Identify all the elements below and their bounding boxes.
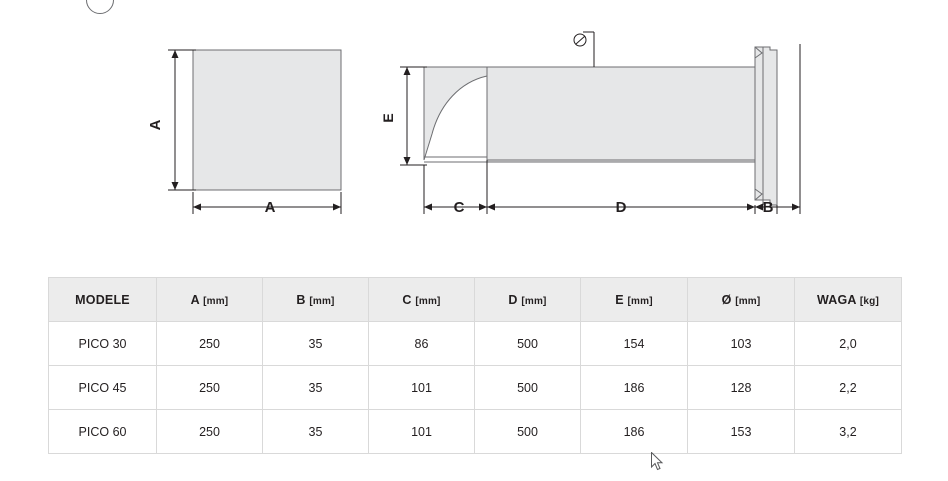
spec-table	[48, 277, 902, 454]
cell-c: 101	[369, 410, 475, 454]
column-header-c: C [mm]	[369, 278, 475, 322]
column-header-diameter: Ø [mm]	[688, 278, 795, 322]
column-header-b: B [mm]	[263, 278, 369, 322]
dim-label-side-e: E	[380, 113, 396, 123]
cell-d: 500	[475, 366, 581, 410]
cell-model: PICO 30	[49, 322, 157, 366]
cell-e: 154	[581, 322, 688, 366]
cell-d: 500	[475, 322, 581, 366]
cell-b: 35	[263, 410, 369, 454]
cell-b: 35	[263, 322, 369, 366]
cell-c: 101	[369, 366, 475, 410]
cell-diameter: 103	[688, 322, 795, 366]
cell-e: 186	[581, 366, 688, 410]
cell-d: 500	[475, 410, 581, 454]
cell-weight: 2,2	[795, 366, 902, 410]
column-header-d: D [mm]	[475, 278, 581, 322]
cell-a: 250	[157, 410, 263, 454]
dim-label-side-b: B	[762, 199, 774, 216]
column-header-waga: WAGA [kg]	[795, 278, 902, 322]
column-header-modele: MODELE	[49, 278, 157, 322]
table-row	[49, 410, 902, 454]
table-header-row	[49, 278, 902, 322]
cell-diameter: 153	[688, 410, 795, 454]
table-row	[49, 366, 902, 410]
cell-a: 250	[157, 322, 263, 366]
cell-weight: 2,0	[795, 322, 902, 366]
cell-model: PICO 45	[49, 366, 157, 410]
table-row	[49, 322, 902, 366]
cell-b: 35	[263, 366, 369, 410]
dim-label-front-width: A	[264, 199, 276, 216]
dim-label-side-d: D	[615, 199, 627, 216]
spec-table-container	[48, 277, 901, 454]
cell-diameter: 128	[688, 366, 795, 410]
cell-e: 186	[581, 410, 688, 454]
column-header-e: E [mm]	[581, 278, 688, 322]
dim-label-front-height: A	[147, 119, 164, 131]
cell-model: PICO 60	[49, 410, 157, 454]
mouse-cursor-icon	[651, 452, 665, 472]
cell-a: 250	[157, 366, 263, 410]
dim-label-side-c: C	[453, 199, 465, 216]
cell-c: 86	[369, 322, 475, 366]
column-header-a: A [mm]	[157, 278, 263, 322]
cell-weight: 3,2	[795, 410, 902, 454]
